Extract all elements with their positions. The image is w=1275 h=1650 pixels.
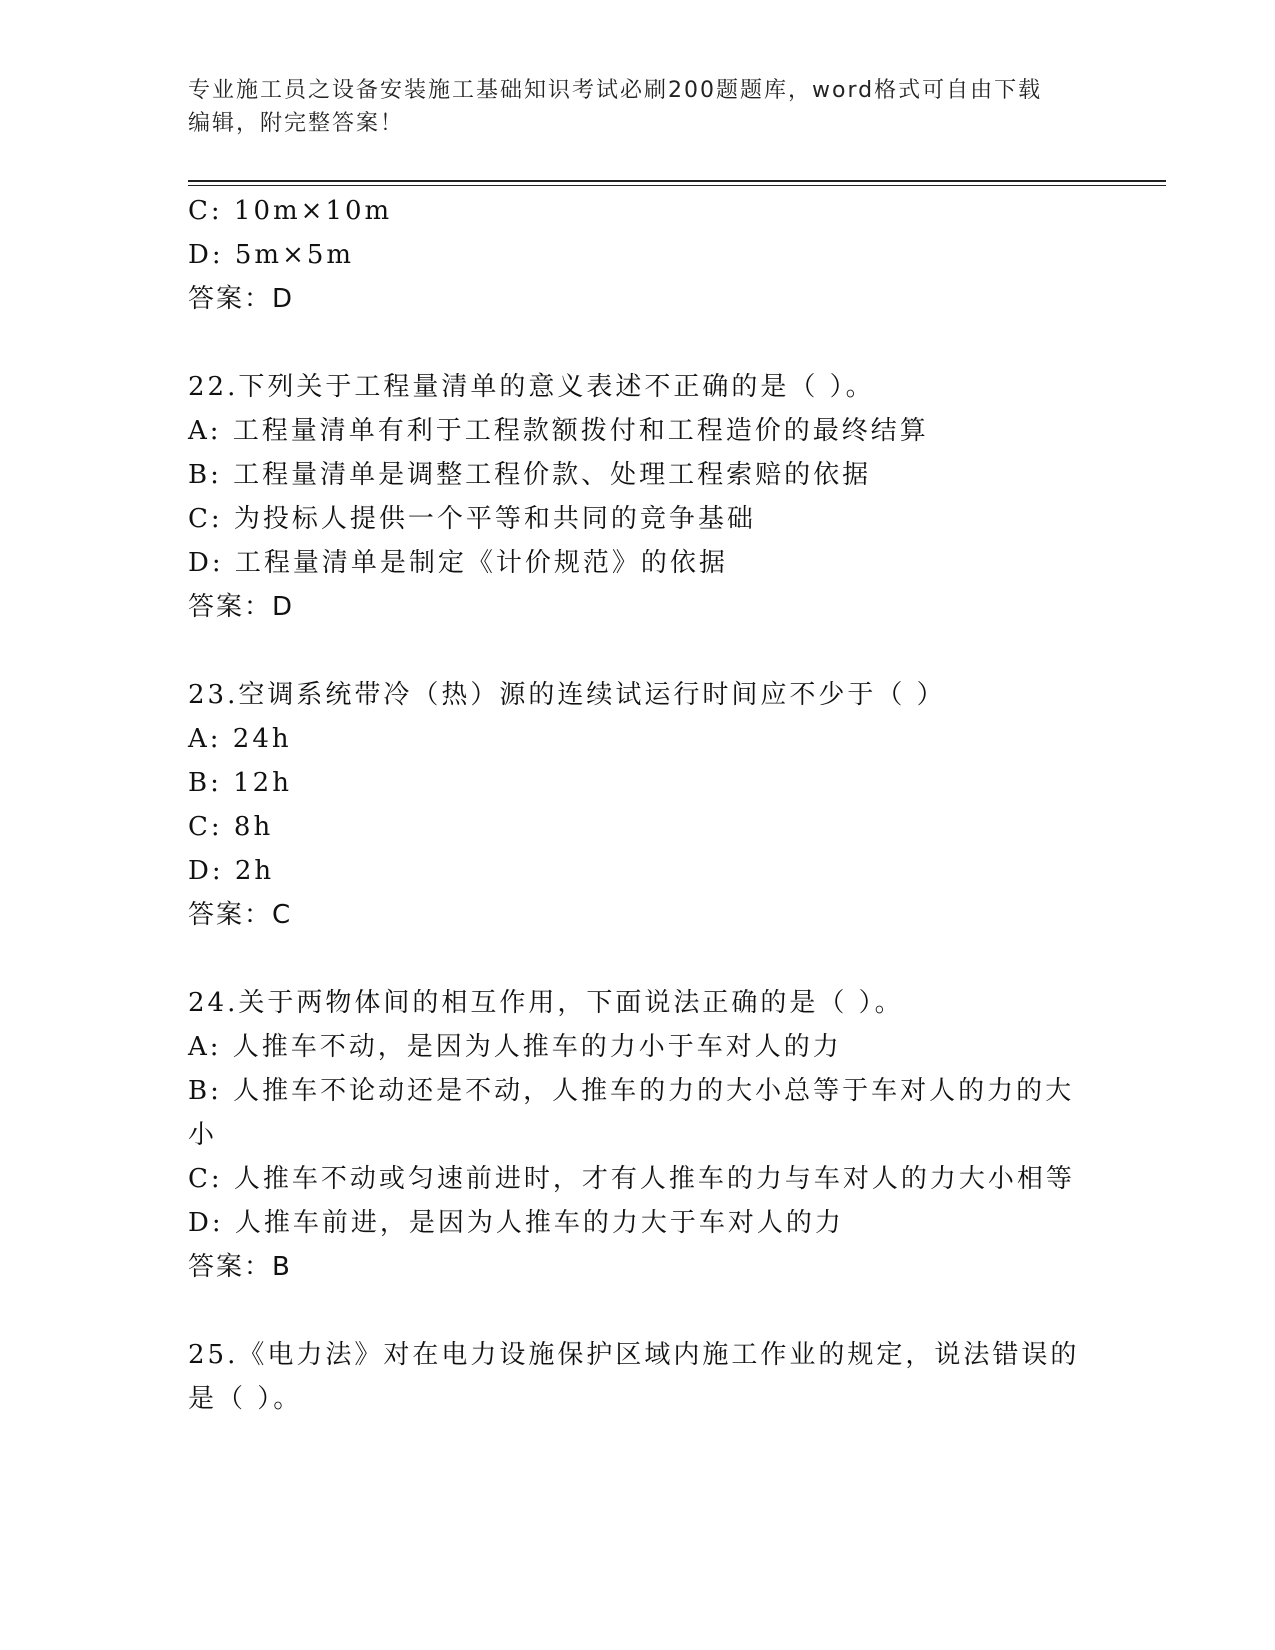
- document-header: [188, 74, 1088, 140]
- q24-option-c: C: 人推车不动或匀速前进时，才有人推车的力与车对人的力大小相等: [188, 1164, 1075, 1194]
- q23-answer: 答案：C: [188, 900, 293, 930]
- q23-option-a: A: 24h: [188, 724, 292, 754]
- q23-option-c: C: 8h: [188, 812, 274, 842]
- q22-option-b: B: 工程量清单是调整工程价款、处理工程索赔的依据: [188, 460, 872, 490]
- q22-answer: 答案：D: [188, 592, 295, 622]
- q22-option-d: D: 工程量清单是制定《计价规范》的依据: [188, 548, 728, 578]
- header-line-1: 专业施工员之设备安装施工基础知识考试必刷200题题库，word格式可自由下载: [188, 78, 1043, 103]
- q23-option-b: B: 12h: [188, 768, 292, 798]
- q23-stem: 23.空调系统带冷（热）源的连续试运行时间应不少于（ ）: [188, 680, 946, 710]
- q22-option-c: C: 为投标人提供一个平等和共同的竞争基础: [188, 504, 756, 534]
- q22-option-a: A: 工程量清单有利于工程款额拨付和工程造价的最终结算: [188, 416, 929, 446]
- q22-stem: 22.下列关于工程量清单的意义表述不正确的是（ ）。: [188, 372, 875, 402]
- q24-option-d: D: 人推车前进，是因为人推车的力大于车对人的力: [188, 1208, 844, 1238]
- q24-option-b-continued: 小: [188, 1120, 218, 1150]
- q23-option-d: D: 2h: [188, 856, 275, 886]
- q24-answer: 答案：B: [188, 1252, 292, 1282]
- q24-option-a: A: 人推车不动，是因为人推车的力小于车对人的力: [188, 1032, 842, 1062]
- q24-stem: 24.关于两物体间的相互作用，下面说法正确的是（ ）。: [188, 988, 904, 1018]
- header-divider-thick: [188, 180, 1166, 182]
- q21-option-d: D: 5m×5m: [188, 240, 355, 270]
- header-line-2: 编辑，附完整答案！: [188, 111, 405, 136]
- q25-stem-continued: 是（ ）。: [188, 1384, 303, 1414]
- q21-answer: 答案：D: [188, 284, 295, 314]
- q24-option-b: B: 人推车不论动还是不动，人推车的力的大小总等于车对人的力的大: [188, 1076, 1075, 1106]
- q25-stem: 25.《电力法》对在电力设施保护区域内施工作业的规定，说法错误的: [188, 1340, 1080, 1370]
- header-divider-thin: [188, 185, 1166, 186]
- q21-option-c: C: 10m×10m: [188, 196, 393, 226]
